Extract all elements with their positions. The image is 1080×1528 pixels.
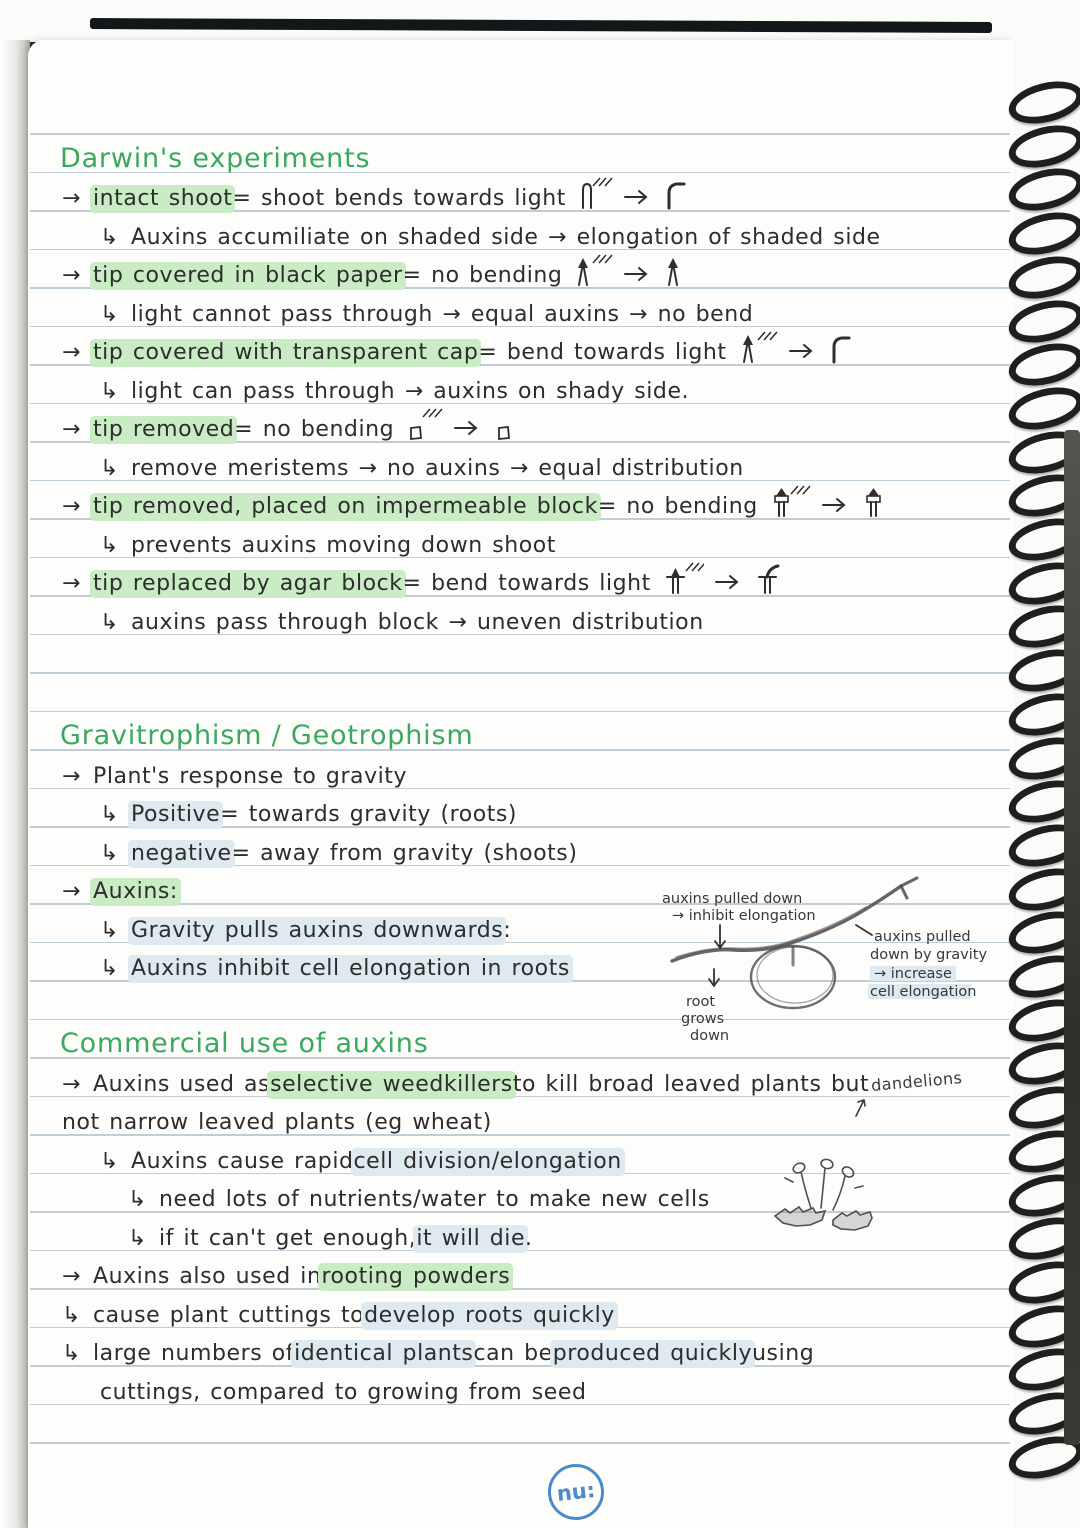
- note-line: [28, 1060, 869, 1100]
- spiral-ring: [1004, 205, 1080, 261]
- note-text: if it can't get enough,: [159, 1225, 417, 1251]
- note-text: Auxins:: [93, 879, 178, 904]
- diagram-label: cell elongation: [870, 984, 977, 1000]
- note-text: Auxins cause rapid: [131, 1148, 354, 1174]
- annotation-pointer-icon: [852, 1096, 870, 1118]
- note-text: tip covered with transparent cap: [93, 340, 479, 365]
- down-arrow: [709, 925, 872, 986]
- spiral-ring: [1004, 293, 1080, 349]
- note-text: identical plants: [294, 1341, 474, 1366]
- dandelions-label: dandelions: [870, 1068, 963, 1095]
- note-line: [28, 367, 689, 407]
- arrow-bullet: →: [62, 340, 81, 365]
- sub-arrow-bullet: ↳: [100, 956, 119, 981]
- note-line: [28, 598, 704, 638]
- arrow-icon: [452, 407, 482, 441]
- shoot-capped-icon: [661, 253, 687, 287]
- shoot-bent-icon: [661, 176, 691, 210]
- note-text: = no bending: [402, 263, 563, 288]
- note-text: tip removed: [93, 417, 235, 442]
- note-line: [28, 444, 744, 484]
- sub-arrow-bullet: ↳: [100, 378, 119, 404]
- diagram-label: grows: [681, 1011, 725, 1027]
- dandelion-sketch-drawing: [763, 1142, 898, 1234]
- diagram-label: → inhibit elongation: [672, 908, 816, 924]
- spiral-ring: [1004, 118, 1080, 174]
- note-text: remove meristems → no auxins → equal distribution: [131, 455, 744, 481]
- note-line: [28, 906, 511, 946]
- notebook-top-edge: [90, 18, 992, 33]
- note-text: light cannot pass through → equal auxins → no bend: [131, 301, 754, 327]
- note-line: [28, 790, 517, 830]
- arrow-icon: [787, 330, 817, 364]
- brand-logo: [545, 1461, 607, 1523]
- note-line: [28, 174, 691, 214]
- note-line: [28, 829, 577, 869]
- sub-arrow-bullet: ↳: [128, 1225, 147, 1251]
- arrow-bullet: →: [62, 763, 81, 789]
- note-line: [28, 251, 687, 291]
- notebook-page: [28, 40, 1014, 1528]
- note-text: it will die: [416, 1225, 526, 1251]
- diagram-label: → increase: [874, 966, 952, 982]
- note-text: using: [752, 1341, 815, 1366]
- shoot-agar-lit-icon: [660, 561, 704, 595]
- arrow-bullet: →: [62, 263, 81, 288]
- note-line: [28, 1098, 492, 1138]
- note-line: [28, 1175, 710, 1215]
- shoot-capped-lit-icon: [571, 253, 613, 287]
- gravitropism-root-diagram: [656, 873, 1014, 1051]
- arrow-icon: [622, 176, 652, 210]
- note-text: cuttings, compared to growing from seed: [100, 1379, 587, 1405]
- shoot-agar-bent-icon: [752, 561, 784, 595]
- arrow-bullet: →: [62, 571, 81, 596]
- note-text: = bend towards light: [402, 571, 651, 596]
- sub-arrow-bullet: ↳: [100, 301, 119, 327]
- note-text: large numbers of: [93, 1341, 295, 1366]
- arrow-bullet: →: [62, 1071, 81, 1097]
- note-line: [28, 213, 881, 253]
- sub-arrow-bullet: ↳: [100, 609, 119, 635]
- shoot-block-icon: [859, 484, 887, 518]
- note-text: Plant's response to gravity: [93, 763, 408, 789]
- note-line: [28, 1368, 586, 1408]
- sub-arrow-bullet: ↳: [100, 1148, 119, 1174]
- note-text: produced quickly: [552, 1341, 753, 1366]
- note-text: cell division/elongation: [353, 1148, 622, 1174]
- shoot-lit-icon: [575, 176, 613, 210]
- sub-arrow-bullet: ↳: [100, 455, 119, 481]
- section-heading: Gravitrophism / Geotrophism: [60, 720, 474, 751]
- sub-arrow-bullet: ↳: [100, 224, 119, 250]
- shoot-block-lit-icon: [767, 484, 811, 518]
- spiral-ring: [1004, 162, 1080, 218]
- note-line: [28, 1252, 510, 1292]
- note-line: [28, 1291, 615, 1331]
- note-text: rooting powders: [321, 1264, 511, 1289]
- spiral-ring: [1004, 337, 1080, 393]
- arrow-bullet: →: [62, 494, 81, 519]
- sub-arrow-bullet: ↳: [100, 802, 119, 827]
- note-line: [28, 328, 856, 368]
- ruled-line: [30, 1442, 1010, 1444]
- arrow-icon: [622, 253, 652, 287]
- note-text: need lots of nutrients/water to make new cells: [159, 1187, 710, 1212]
- note-text: light can pass through → auxins on shady side.: [131, 378, 690, 404]
- note-text: = shoot bends towards light: [232, 186, 566, 211]
- note-text: tip covered in black paper: [93, 263, 403, 288]
- note-text: cause plant cuttings to: [93, 1302, 365, 1328]
- spiral-ring: [1004, 74, 1080, 130]
- note-text: = bend towards light: [478, 340, 727, 365]
- note-text: selective weedkillers: [270, 1071, 513, 1097]
- note-text: Auxins used as: [93, 1071, 271, 1097]
- note-text: to kill broad leaved plants but: [512, 1071, 870, 1097]
- note-line: [28, 521, 556, 561]
- sub-arrow-bullet: ↳: [128, 1187, 147, 1212]
- diagram-label: auxins pulled down: [662, 891, 803, 907]
- note-text: Auxins also used in: [93, 1264, 322, 1289]
- spiral-ring: [1004, 380, 1080, 436]
- note-text: = towards gravity (roots): [220, 802, 518, 827]
- diagram-label: root: [686, 994, 716, 1010]
- note-text: can be: [473, 1341, 553, 1366]
- note-text: Auxins accumiliate on shaded side → elongation of shaded side: [131, 224, 881, 250]
- section-heading: Darwin's experiments: [60, 142, 371, 174]
- note-text: prevents auxins moving down shoot: [131, 532, 556, 558]
- ruled-line: [30, 672, 1010, 674]
- diagram-label: down: [690, 1028, 730, 1044]
- arrow-icon: [713, 561, 743, 595]
- note-text: Gravity pulls auxins downwards: [131, 917, 504, 943]
- note-text: = no bending: [597, 494, 758, 519]
- sub-arrow-bullet: ↳: [100, 917, 119, 943]
- shoot-bent-icon: [826, 330, 856, 364]
- stub-icon: [491, 407, 517, 441]
- note-line: [28, 290, 753, 330]
- note-text: Auxins inhibit cell elongation in roots: [131, 956, 570, 981]
- section-heading: Commercial use of auxins: [60, 1028, 429, 1059]
- brand-logo-text: nu:: [555, 1478, 597, 1506]
- note-text: = no bending: [234, 417, 395, 442]
- note-line: [28, 944, 570, 984]
- note-line: [28, 482, 887, 522]
- arrow-icon: [820, 484, 850, 518]
- note-text: tip removed, placed on impermeable block: [93, 494, 598, 519]
- note-line: [28, 1137, 622, 1177]
- note-text: Positive: [131, 802, 221, 827]
- notebook-cover-edge: [1064, 430, 1080, 1445]
- note-line: [28, 559, 784, 599]
- note-text: negative: [131, 840, 232, 866]
- note-text: auxins pass through block → uneven distribution: [131, 609, 704, 635]
- sub-arrow-bullet: ↳: [62, 1302, 81, 1328]
- arrow-bullet: →: [62, 186, 81, 211]
- note-line: [28, 405, 517, 445]
- note-text: = away from gravity (shoots): [231, 840, 578, 866]
- note-text: tip replaced by agar block: [93, 571, 403, 596]
- arrow-bullet: →: [62, 1264, 81, 1289]
- arrow-bullet: →: [62, 879, 81, 904]
- note-text: not narrow leaved plants (eg wheat): [62, 1110, 492, 1135]
- arrow-bullet: →: [62, 417, 81, 442]
- note-text: intact shoot: [93, 186, 233, 211]
- note-text: .: [525, 1225, 533, 1251]
- dandelions-annotation: [870, 1068, 963, 1095]
- sub-arrow-bullet: ↳: [62, 1341, 81, 1366]
- diagram-label: down by gravity: [870, 947, 988, 963]
- shoot-capped-lit-icon: [736, 330, 778, 364]
- diagram-label: auxins pulled: [874, 929, 971, 945]
- note-line: [28, 867, 178, 907]
- page-left-edge: [0, 40, 30, 1528]
- sub-arrow-bullet: ↳: [100, 840, 119, 866]
- stub-lit-icon: [403, 407, 443, 441]
- note-line: [28, 752, 407, 792]
- note-line: [28, 1329, 814, 1369]
- note-line: [28, 1214, 533, 1254]
- spiral-ring: [1004, 249, 1080, 305]
- note-text: :: [503, 917, 512, 943]
- note-text: develop roots quickly: [364, 1302, 615, 1328]
- sub-arrow-bullet: ↳: [100, 532, 119, 558]
